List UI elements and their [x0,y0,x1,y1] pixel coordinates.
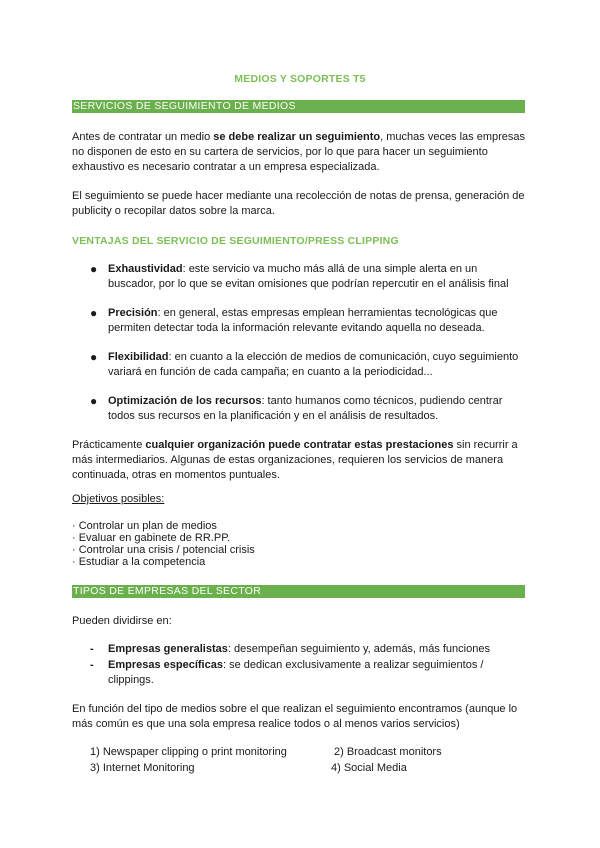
subheading-ventajas: VENTAJAS DEL SERVICIO DE SEGUIMIENTO/PRESS CLIPPING [72,235,399,247]
medio-item: 3) Internet Monitoring [90,762,195,774]
bullet-term: Precisión [108,307,158,319]
objetivos-heading: Objetivos posibles: [72,493,165,505]
bullet-text: : en cuanto a la elección de medios de comunicación, cuyo seguimiento variará en función de cada campaña; en cuanto a la periodicidad... [108,351,519,378]
document-title: MEDIOS Y SOPORTES T5 [234,73,366,85]
objetivo-item: · Controlar una crisis / potencial crisis [72,544,255,556]
dash-text: : se dedican exclusivamente a realizar seguimientos / clippings. [108,659,484,686]
bullet-term: Exhaustividad [108,263,183,275]
bullet-term: Flexibilidad [108,351,169,363]
objetivo-item: · Controlar un plan de medios [72,520,217,532]
medio-item: 4) Social Media [331,762,407,774]
bold-text: cualquier organización puede contratar estas prestaciones [145,439,454,451]
medio-item: 1) Newspaper clipping o print monitoring [90,746,287,758]
bullet-icon: ● [90,350,98,364]
bold-text: se debe realizar un seguimiento [213,131,381,143]
paragraph-seguimiento: El seguimiento se puede hacer mediante una recolección de notas de prensa, generación de publicity o recopilar datos sobre la marca. [72,190,525,217]
text: Prácticamente [72,439,146,451]
objetivo-item: · Evaluar en gabinete de RR.PP. [72,532,231,544]
text: , muchas veces las empresas no disponen de esto en su cartera de servicios, por lo que para hacer un seguimiento exhaustivo es necesario contratar a un empresa especializada. [72,131,526,173]
dash-marker: - [90,643,94,655]
paragraph-dividirse: Pueden dividirse en: [72,615,172,627]
dash-marker: - [90,659,94,671]
dash-term: Empresas específicas [108,659,223,671]
section-heading-servicios: SERVICIOS DE SEGUIMIENTO DE MEDIOS [72,100,525,113]
text: sin recurrir a más intermediarios. Algunas de estas organizaciones, requieren los servicios de manera continuada, otras en momentos puntuales. [72,439,518,481]
dash-text: : desempeñan seguimiento y, además, más funciones [227,643,490,655]
paragraph-intro [72,130,527,175]
bullet-text: : tanto humanos como técnicos, pudiendo centrar todos sus recursos en la planificación y en el análisis de resultados. [108,395,503,422]
paragraph-organizaciones [72,438,527,483]
dash-term: Empresas generalistas [108,643,228,655]
bullet-icon: ● [90,394,98,408]
section-heading-tipos: TIPOS DE EMPRESAS DEL SECTOR [72,585,525,598]
paragraph-tipos-medios: En función del tipo de medios sobre el que realizan el seguimiento encontramos (aunque lo más común es que una sola empresa realice todos o al menos varios servicios) [72,703,518,730]
bullet-icon: ● [90,306,98,320]
bullet-icon: ● [90,262,98,276]
medio-item: 2) Broadcast monitors [334,746,442,758]
bullet-term: Optimización de los recursos [108,395,262,407]
bullet-text: : en general, estas empresas emplean herramientas tecnológicas que permiten detectar toda la información relevante evitando aquella no deseada. [108,307,498,334]
objetivo-item: · Estudiar a la competencia [72,556,206,568]
bullet-text: : este servicio va mucho más allá de una simple alerta en un buscador, por lo que se evitan omisiones que podrían repercutir en el análisis final [108,263,509,290]
text: Antes de contratar un medio [72,131,214,143]
